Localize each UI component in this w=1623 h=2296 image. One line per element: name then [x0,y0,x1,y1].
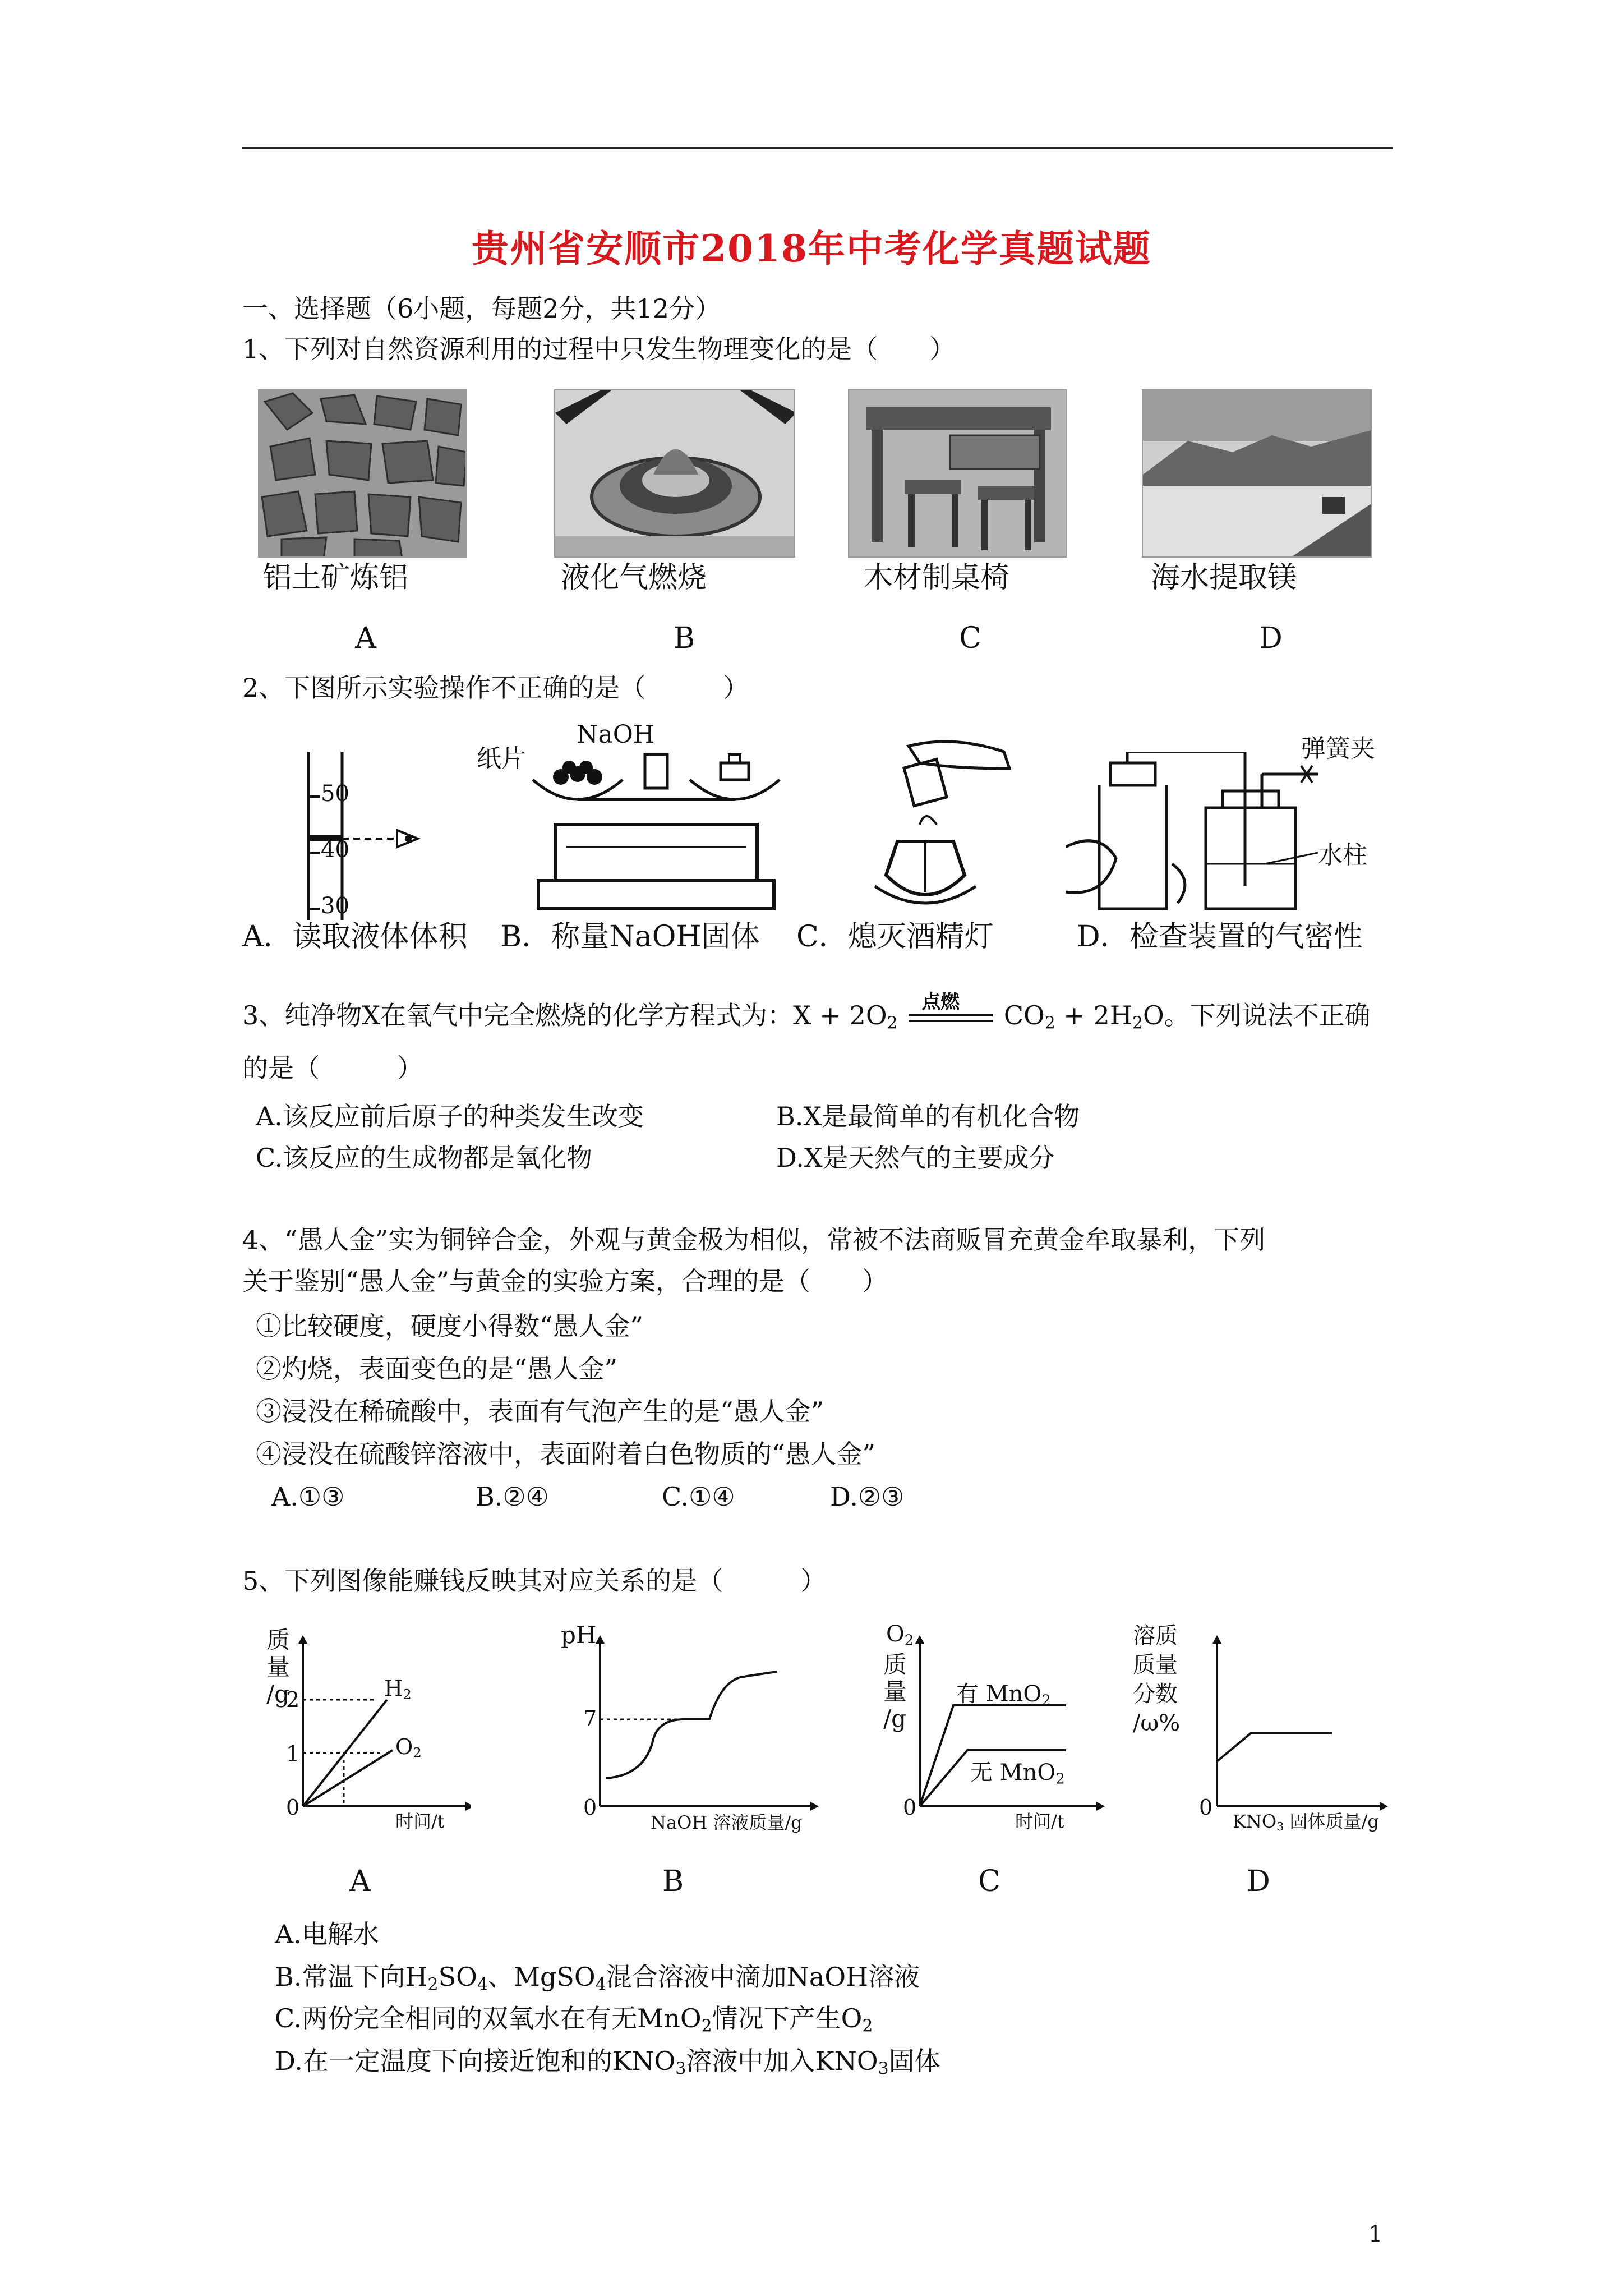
q2-water-column-label: 水柱 [1318,841,1367,869]
q5-graph-a-origin: 0 [286,1795,300,1820]
q2-clip-label: 弹簧夹 [1301,734,1375,763]
q5-graph-b-xlabel: NaOH 溶液质量/g [651,1812,803,1833]
q5-letter-a: A [349,1865,371,1898]
q1-stem: 1、下列对自然资源利用的过程中只发生物理变化的是（ ） [242,334,956,364]
q5-letter-d: D [1247,1865,1270,1898]
q4-option-a: A.①③ [271,1481,345,1512]
q4-item-2: ②灼烧，表面变色的是“愚人金” [256,1354,618,1384]
q5-option-d-sub2: 3 [878,2059,889,2079]
q3-option-a: A.该反应前后原子的种类发生改变 [256,1101,644,1131]
q5-graph-a-ylabel-3: /g [266,1680,290,1708]
q3-stem-part4: O。下列说法不正确 [1142,1000,1371,1030]
q5-option-c [275,2001,873,2043]
q3-option-c: C.该反应的生成物都是氧化物 [256,1143,593,1173]
q4-item-4: ④浸没在硫酸锌溶液中，表面附着白色物质的“愚人金” [256,1439,876,1469]
q5-graph-a-ylabel-2: 量 [266,1653,291,1681]
q5-graph-b-ylabel: pH [561,1621,597,1649]
q5-graph-a-o2-label [395,1734,422,1761]
q5-graph-c-ylabel-o: O [886,1621,905,1647]
q5-graph-d-ylabel-3: 分数 [1133,1681,1178,1707]
q2-caption-b: B．称量NaOH固体 [500,920,760,954]
q5-option-c-1: C.两份完全相同的双氧水在有无MnO [275,2003,702,2033]
q5-option-b-sub3: 4 [595,1975,606,1995]
q5-option-b-sub1: 2 [427,1975,439,1995]
q1-caption-a: 铝土矿炼铝 [262,561,409,595]
q5-option-c-2: 情况下产生O [712,2003,863,2033]
q5-option-d-3: 固体 [888,2046,940,2076]
q5-graph-c-ylabel-1: 质 [883,1651,907,1678]
q5-stem: 5、下列图像能赚钱反映其对应关系的是（ ） [242,1566,827,1596]
q5-graph-a-tick-1: 1 [286,1741,300,1766]
q5-option-d-sub1: 3 [675,2059,686,2079]
header-rule [242,147,1393,149]
q5-graph-c-with-sub: 2 [1041,1692,1051,1709]
q5-graph-a-h2-label [384,1676,412,1703]
q5-graph-d-xlabel-pre: KNO [1233,1811,1277,1832]
q5-option-b-3: 、MgSO [487,1962,596,1992]
q5-graph-d-xlabel-post: 固体质量/g [1284,1811,1379,1832]
q3-sub2: 2 [1044,1013,1055,1033]
q5-graph-a-h2-sub: 2 [403,1686,412,1703]
q5-graph-d-xlabel [1233,1807,1379,1833]
q5-graph-c-xlabel: 时间/t [1015,1811,1064,1832]
q1-photo-gas-stove [554,389,795,558]
q5-graph-c-with-text: 有 MnO [956,1681,1042,1707]
q5-graph-c [875,1621,1110,1832]
q3-condition: 点燃 [921,991,960,1013]
q1-caption-b: 液化气燃烧 [561,561,707,595]
q5-graph-c-ylabel-top [886,1621,914,1649]
q5-graph-d-ylabel-2: 质量 [1133,1652,1178,1678]
q5-option-a: A.电解水 [275,1919,379,1949]
q5-graph-d-xlabel-sub: 3 [1276,1820,1284,1834]
q2-caption-d: D．检查装置的气密性 [1077,920,1363,954]
section-heading: 一、选择题（6小题，每题2分，共12分） [242,293,721,324]
q5-letter-c: C [978,1865,1000,1898]
q3-stem-part3: + 2H [1055,1000,1132,1030]
q5-graph-a [258,1626,471,1832]
q5-graph-c-without-label [970,1755,1065,1788]
q5-graph-b [561,1621,819,1833]
q2-figure-balance [522,752,791,920]
q5-letter-b: B [662,1865,684,1898]
q5-option-b-1: B.常温下向H [275,1962,428,1992]
q5-option-b-sub2: 4 [477,1975,488,1995]
q5-graph-c-origin: 0 [903,1795,917,1820]
q1-letter-d: D [1259,622,1283,655]
q4-option-b: B.②④ [476,1481,549,1512]
q5-option-b [275,1960,920,2001]
q1-photo-seawater [1142,389,1372,558]
q2-naoh-label: NaOH [577,720,655,749]
q5-option-c-sub1: 2 [701,2016,712,2036]
q4-item-1: ①比较硬度，硬度小得数“愚人金” [256,1311,644,1341]
q5-graph-d-ylabel-4: /ω% [1133,1710,1181,1736]
q3-reaction-arrow [906,991,995,1034]
q3-stem-part1: 3、纯净物X在氧气中完全燃烧的化学方程式为：X + 2O [242,1000,887,1030]
q5-option-d [275,2044,940,2086]
q5-graph-d-origin: 0 [1199,1795,1213,1820]
q5-graph-b-tick-7: 7 [583,1706,597,1731]
q4-stem-line2: 关于鉴别“愚人金”与黄金的实验方案，合理的是（ ） [242,1266,888,1296]
q5-option-b-4: 混合溶液中滴加NaOH溶液 [606,1962,920,1992]
q5-graph-b-origin: 0 [583,1795,597,1820]
q1-photo-bauxite [258,389,467,558]
q5-graph-d-ylabel [1133,1621,1180,1738]
q3-option-b: B.X是最简单的有机化合物 [776,1101,1080,1131]
q1-letter-a: A [355,622,376,655]
page-number: 1 [1368,2221,1383,2247]
q5-graph-a-o2-sub: 2 [413,1745,422,1761]
q5-graph-c-without-sub: 2 [1055,1770,1065,1788]
q1-photo-furniture [848,389,1067,558]
q2-figure-alcohol-lamp [841,729,1021,920]
q5-graph-a-xlabel: 时间/t [395,1811,445,1832]
q1-caption-d: 海水提取镁 [1151,561,1297,595]
q2-cyl-tick-50: 50 [321,781,349,807]
q4-stem-line1: 4、“愚人金”实为铜锌合金，外观与黄金极为相似，常被不法商贩冒充黄金牟取暴利，下列 [242,1225,1266,1255]
q1-letter-b: B [673,622,695,655]
q4-item-3: ③浸没在稀硫酸中，表面有气泡产生的是“愚人金” [256,1396,824,1427]
q1-caption-c: 木材制桌椅 [864,561,1010,595]
q3-option-d: D.X是天然气的主要成分 [776,1143,1055,1173]
q5-graph-a-tick-2: 2 [286,1687,300,1712]
q1-letter-c: C [959,622,981,655]
q5-graph-d [1133,1623,1391,1834]
q5-graph-c-with-label [956,1676,1051,1709]
q5-option-b-2: SO [438,1962,477,1992]
q5-graph-a-ylabel-1: 质 [266,1626,291,1654]
q5-graph-c-ylabel [883,1651,907,1732]
q5-option-d-1: D.在一定温度下向接近饱和的KNO [275,2046,676,2076]
q3-sub1: 2 [887,1013,898,1033]
q5-graph-a-o2-text: O [395,1734,413,1759]
q2-cyl-tick-40: 40 [321,837,349,863]
q3-sub3: 2 [1132,1013,1143,1033]
q5-graph-d-ylabel-1: 溶质 [1133,1623,1178,1649]
q5-option-c-sub2: 2 [862,2016,873,2036]
q2-caption-c: C．熄灭酒精灯 [796,920,994,954]
q2-stem: 2、下图所示实验操作不正确的是（ ） [242,673,749,703]
q5-graph-c-ylabel-sub: 2 [904,1632,914,1649]
q2-paper-label: 纸片 [477,744,526,773]
q3-stem-line1 [242,991,1371,1040]
q5-graph-c-without-text: 无 MnO [970,1760,1056,1786]
q2-figure-airtight [1066,752,1357,920]
q4-option-c: C.①④ [662,1481,735,1512]
q4-option-d: D.②③ [830,1481,905,1512]
q3-stem-part2: CO [1003,1000,1045,1030]
q5-option-d-2: 溶液中加入KNO [686,2046,878,2076]
q2-cyl-tick-30: 30 [321,893,349,919]
page-title: 贵州省安顺市2018年中考化学真题试题 [472,227,1151,270]
q5-graph-c-ylabel-2: 量 [883,1678,907,1705]
q5-graph-a-h2-text: H [384,1676,403,1701]
q2-caption-a: A．读取液体体积 [242,920,468,954]
q3-stem-line2: 的是（ ） [242,1053,423,1083]
q2-figure-cylinder [269,752,437,920]
q5-graph-c-ylabel-3: /g [883,1705,907,1732]
